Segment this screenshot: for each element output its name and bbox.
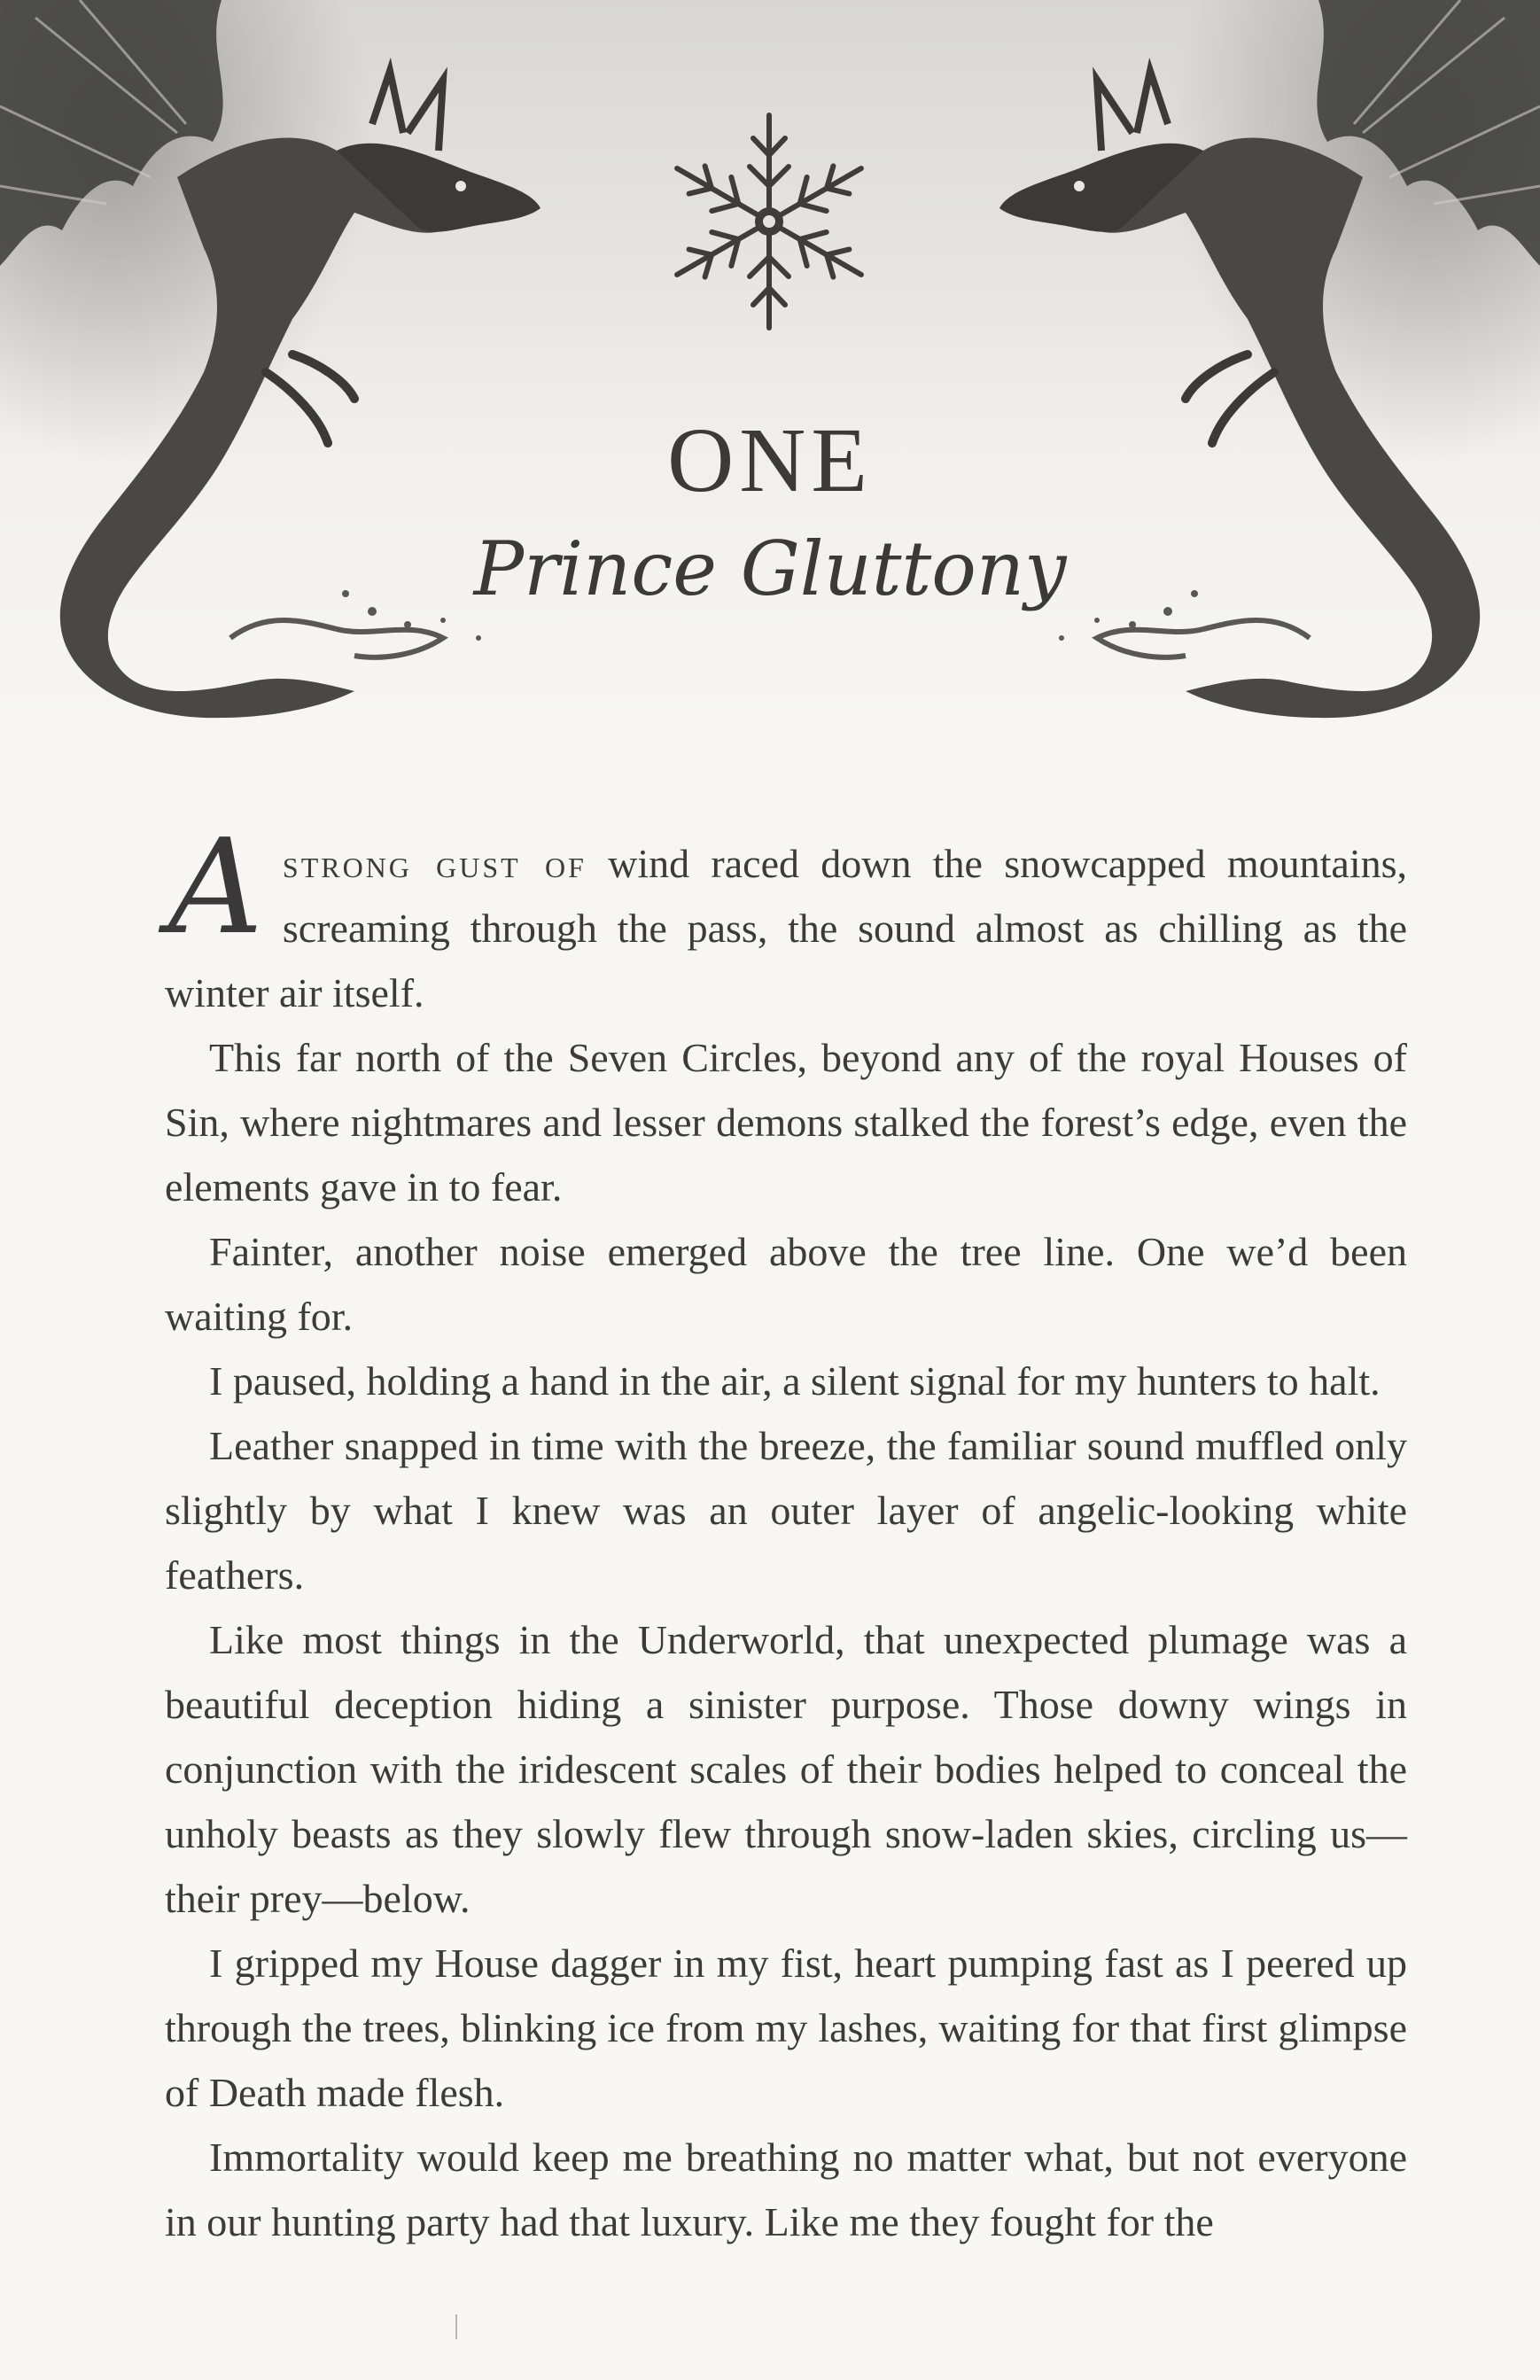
drop-cap: A (168, 811, 263, 963)
paragraph-7: I gripped my House dagger in my fist, heart pumping fast as I peered up through the trees, blinking ice from my lashes, waiting for that first glimpse of Death made flesh. (165, 1941, 1407, 2115)
paragraph-6: Like most things in the Underworld, that unexpected plumage was a beautiful deception hiding a sinister purpose. Those downy wings in conjunction with the iridescent scales of their bodies helped to conceal the unholy beasts as they slowly flew through snow-laden skies, circling us—their prey—below. (165, 1617, 1407, 1921)
paragraph-2: This far north of the Seven Circles, beyond any of the royal Houses of Sin, where nightmares and lesser demons stalked the forest’s edge, even the elements gave in to fear. (165, 1035, 1407, 1209)
lead-in-smallcaps: strong gust of (282, 841, 587, 886)
chapter-body-text (165, 811, 1407, 2254)
paragraph-1 (165, 811, 1407, 1025)
paragraph-5: Leather snapped in time with the breeze, the familiar sound muffled only slightly by what I knew was an outer layer of angelic-looking white feathers. (165, 1423, 1407, 1598)
dragon-left-illustration (0, 0, 585, 727)
paragraph-1-text: wind raced down the snowcapped mountains, screaming through the pass, the sound almost as chilling as the winter air itself. (165, 841, 1407, 1015)
chapter-number: ONE (667, 409, 873, 511)
dragon-right-illustration (955, 0, 1540, 727)
chapter-title: Prince Gluttony (473, 525, 1067, 612)
scan-mark (455, 2314, 457, 2339)
paragraph-8: Immortality would keep me breathing no matter what, but not everyone in our hunting party had that luxury. Like me they fought for the (165, 2135, 1407, 2244)
paragraph-3: Fainter, another noise emerged above the tree line. One we’d been waiting for. (165, 1229, 1407, 1339)
paragraph-4: I paused, holding a hand in the air, a silent signal for my hunters to halt. (209, 1358, 1381, 1404)
snowflake-ornament-icon (658, 106, 880, 337)
chapter-header-art (0, 0, 1540, 762)
